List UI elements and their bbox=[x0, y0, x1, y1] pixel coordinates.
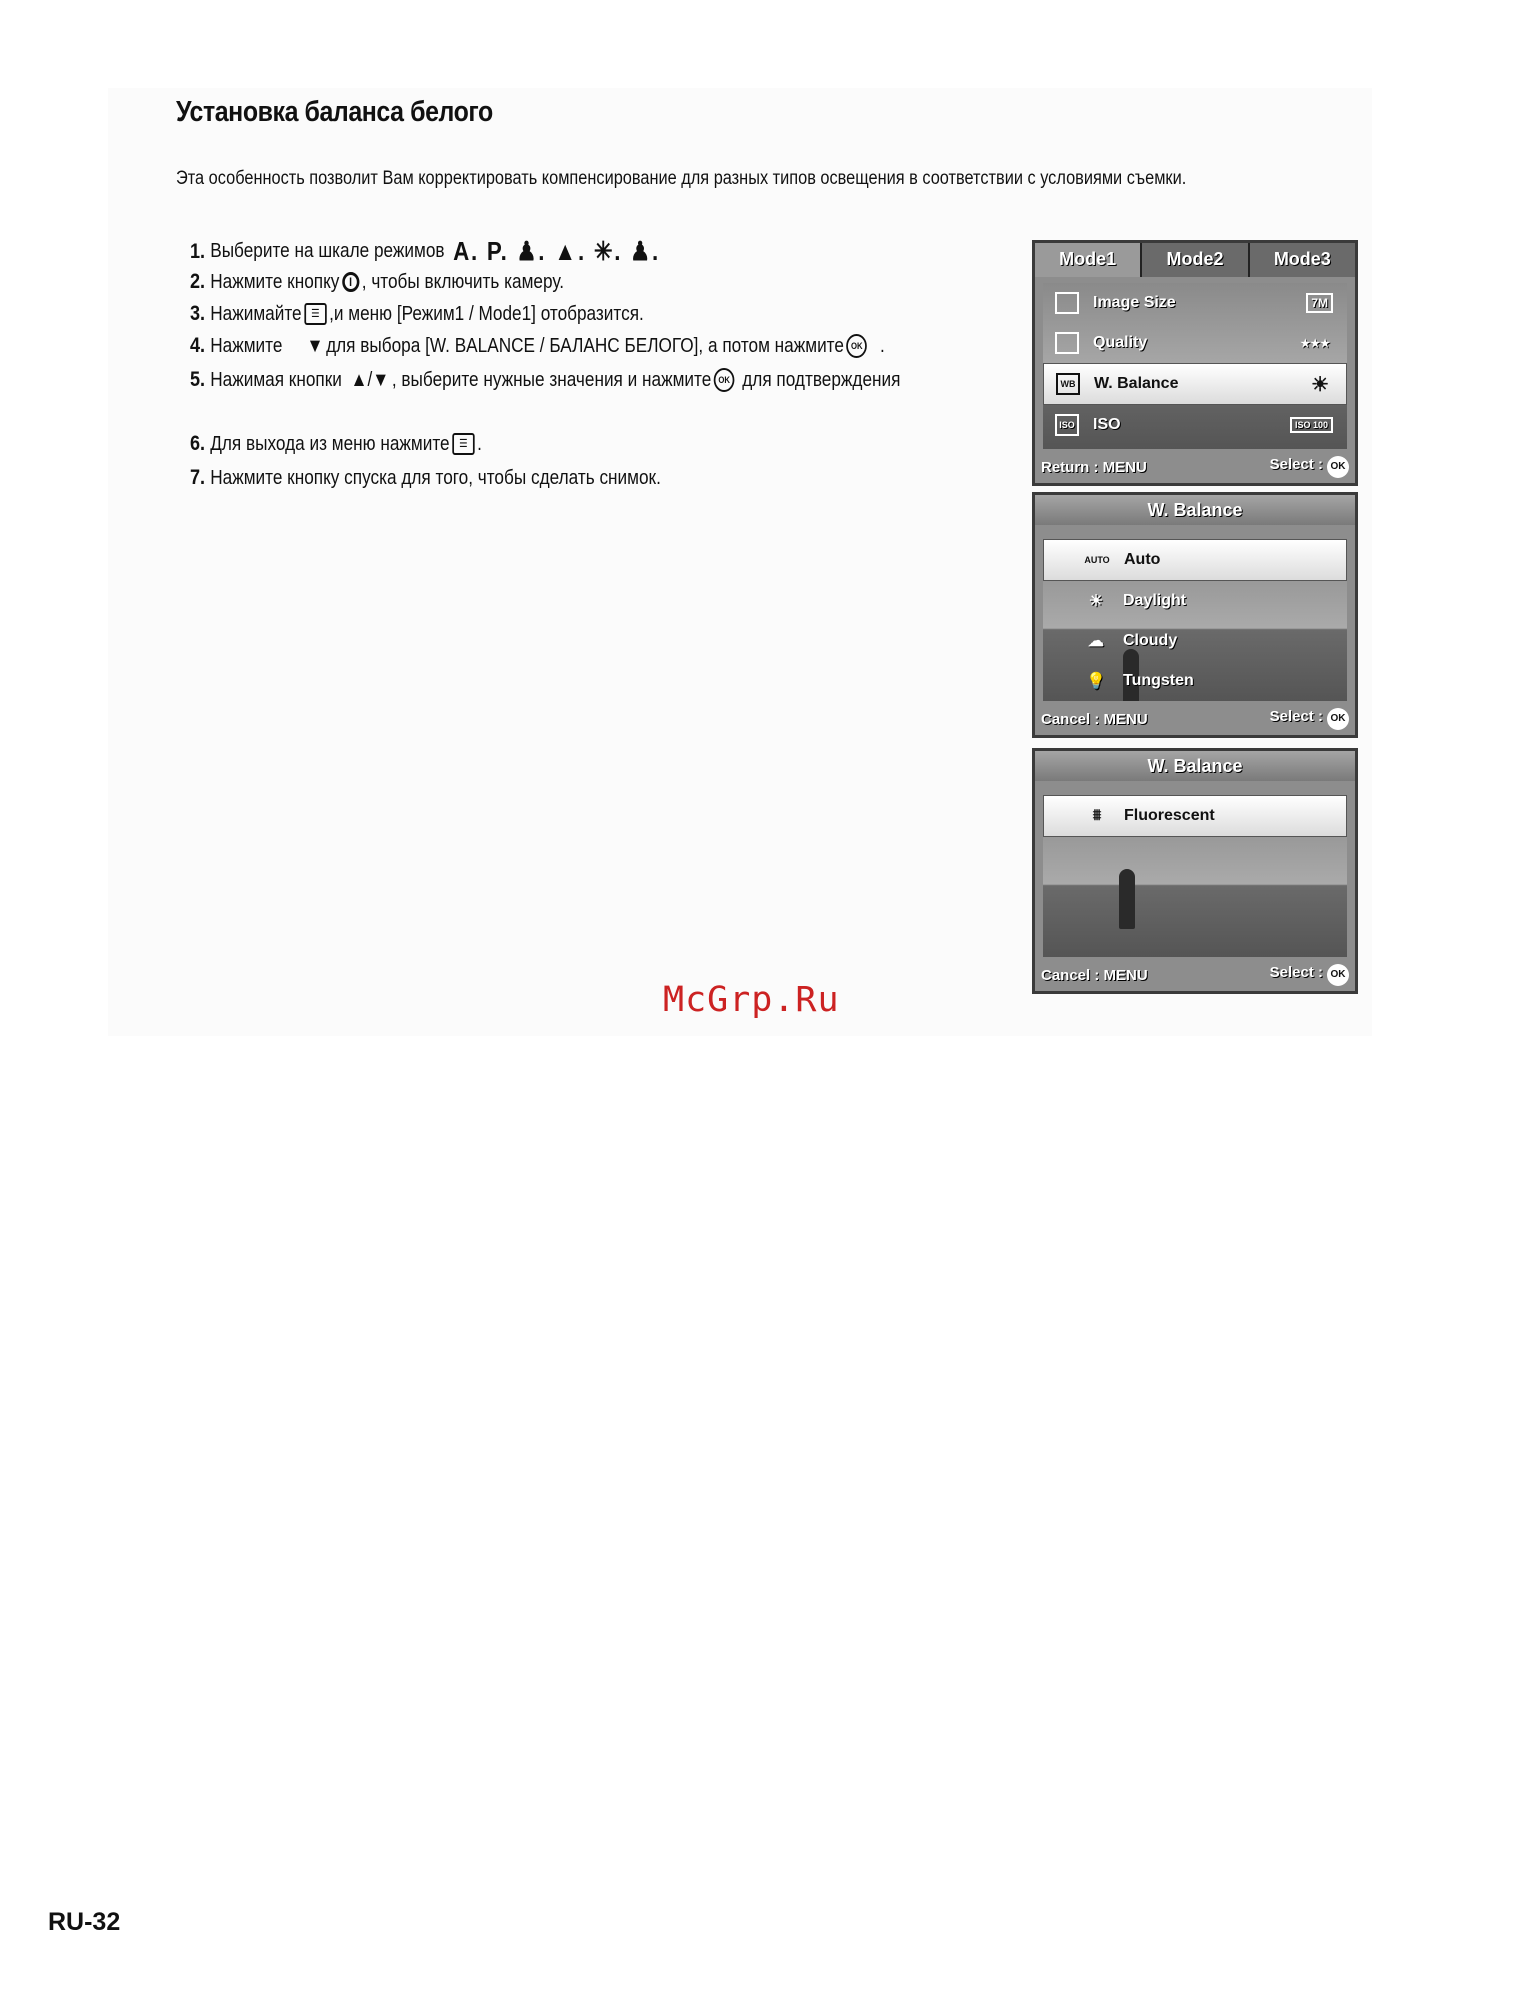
cancel-hint: Cancel : MENU bbox=[1041, 966, 1148, 984]
step-2: 2. Нажмите кнопку I , чтобы включить камеру. bbox=[190, 270, 565, 293]
menu-button-icon: ☰ bbox=[452, 433, 474, 455]
camera-screen-wb-fluorescent bbox=[1032, 748, 1358, 994]
page-number: RU-32 bbox=[48, 1908, 121, 1936]
menu-item-w-balance[interactable]: WB W. Balance ☀ bbox=[1043, 363, 1347, 405]
tab-mode2[interactable]: Mode2 bbox=[1142, 243, 1249, 277]
quality-icon bbox=[1055, 332, 1079, 354]
screen-title: W. Balance bbox=[1035, 495, 1355, 525]
mode-dial-icons: A. P. ♟. ▲. ✳. ♟. bbox=[453, 236, 660, 266]
fluorescent-icon: ⩩ bbox=[1092, 807, 1102, 824]
camera-screen-mode1 bbox=[1032, 240, 1358, 486]
select-hint: Select : OK bbox=[1270, 964, 1349, 986]
ok-icon: OK bbox=[1327, 456, 1349, 478]
screen-title: W. Balance bbox=[1035, 751, 1355, 781]
menu-item-quality[interactable]: Quality ★★★ bbox=[1043, 323, 1347, 363]
screen-footer bbox=[1035, 959, 1355, 991]
menu-item-iso[interactable]: ISO ISO ISO 100 bbox=[1043, 405, 1347, 445]
ok-button-icon: OK bbox=[847, 334, 868, 358]
image-size-icon bbox=[1055, 292, 1079, 314]
tab-mode1[interactable]: Mode1 bbox=[1035, 243, 1142, 277]
ok-icon: OK bbox=[1327, 708, 1349, 730]
bulb-icon: 💡 bbox=[1086, 673, 1106, 690]
intro-text: Эта особенность позволит Вам корректировать компенсирование для разных типов освещения в соответствии с условиями съемки. bbox=[176, 168, 1187, 189]
wb-option-cloudy[interactable]: ☁ Cloudy bbox=[1043, 621, 1347, 661]
wb-option-list bbox=[1043, 795, 1347, 957]
page-title: Установка баланса белого bbox=[176, 96, 493, 128]
step-1: 1. Выберите на шкале режимов A. P. ♟. ▲. ✳. ♟. bbox=[190, 236, 660, 266]
wb-icon: WB bbox=[1056, 373, 1080, 395]
step-5: 5. Нажимая кнопки ▲/▼ , выберите нужные значения и нажмите OK для подтверждения bbox=[190, 368, 901, 391]
ok-icon: OK bbox=[1327, 964, 1349, 986]
return-hint: Return : MENU bbox=[1041, 458, 1147, 476]
step-4: 4. Нажмите ▼ для выбора [W. BALANCE / БАЛАНС БЕЛОГО], а потом нажмите OK . bbox=[190, 334, 885, 357]
wb-option-daylight[interactable]: ☀ Daylight bbox=[1043, 581, 1347, 621]
step-7: 7. Нажмите кнопку спуска для того, чтобы сделать снимок. bbox=[190, 466, 661, 489]
up-down-arrow-icon: ▲/▼ bbox=[350, 368, 390, 391]
menu-item-image-size[interactable]: Image Size 7M bbox=[1043, 283, 1347, 323]
select-hint: Select : OK bbox=[1270, 456, 1349, 478]
mode-tabs bbox=[1035, 243, 1355, 277]
wb-option-auto[interactable]: AUTO Auto bbox=[1043, 539, 1347, 581]
tree-graphic bbox=[1119, 869, 1135, 929]
step-6: 6. Для выхода из меню нажмите ☰ . bbox=[190, 432, 482, 455]
iso-icon: ISO bbox=[1055, 414, 1079, 436]
screen-footer bbox=[1035, 451, 1355, 483]
down-arrow-icon: ▼ bbox=[306, 334, 324, 357]
wb-option-list bbox=[1043, 539, 1347, 701]
auto-wb-icon: AUTO bbox=[1084, 555, 1110, 565]
menu-list bbox=[1043, 283, 1347, 449]
wb-option-tungsten[interactable]: 💡 Tungsten bbox=[1043, 661, 1347, 701]
cancel-hint: Cancel : MENU bbox=[1041, 710, 1148, 728]
camera-screen-wb-list bbox=[1032, 492, 1358, 738]
select-hint: Select : OK bbox=[1270, 708, 1349, 730]
cloud-icon: ☁ bbox=[1088, 633, 1104, 650]
sun-icon: ☀ bbox=[1088, 593, 1104, 610]
screen-footer bbox=[1035, 703, 1355, 735]
power-icon: I bbox=[342, 272, 359, 292]
ok-button-icon: OK bbox=[714, 368, 735, 392]
wb-option-fluorescent[interactable]: ⩩ Fluorescent bbox=[1043, 795, 1347, 837]
menu-button-icon: ☰ bbox=[304, 303, 326, 325]
tab-mode3[interactable]: Mode3 bbox=[1250, 243, 1355, 277]
step-3: 3. Нажимайте ☰ ,и меню [Режим1 / Mode1] отобразится. bbox=[190, 302, 644, 325]
watermark: McGrp.Ru bbox=[663, 980, 840, 1020]
